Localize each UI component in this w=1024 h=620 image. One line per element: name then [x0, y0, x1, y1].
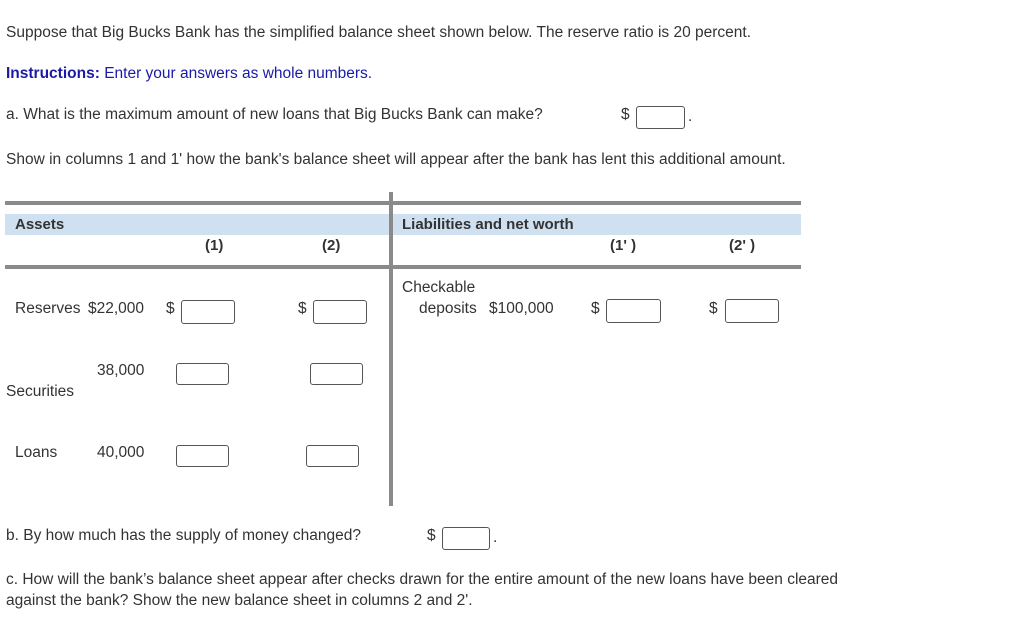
question-a-currency: $ [621, 106, 630, 123]
checkable-deposits-label-line2: deposits [419, 300, 477, 317]
assets-header: Assets [15, 216, 65, 233]
checkable-deposits-label-line1: Checkable [402, 279, 476, 296]
reserves-label: Reserves [15, 300, 81, 317]
question-b-text: b. By how much has the supply of money changed? [6, 527, 361, 544]
top-rule [5, 201, 801, 205]
reserves-col1-currency: $ [166, 300, 175, 317]
instructions [6, 65, 372, 83]
question-a-input[interactable] [636, 106, 685, 129]
center-divider [389, 192, 393, 506]
column-2-header: (2) [322, 237, 341, 254]
checkable-deposits-value: $100,000 [489, 300, 554, 317]
liabilities-header: Liabilities and net worth [402, 216, 574, 233]
header-bottom-rule [5, 265, 801, 269]
question-a-suffix: . [688, 108, 693, 125]
reserves-value: $22,000 [88, 300, 145, 317]
question-b-currency: $ [427, 527, 436, 544]
securities-col1-input[interactable] [176, 363, 229, 385]
column-1-header: (1) [205, 237, 224, 254]
intro-text: Suppose that Big Bucks Bank has the simplified balance sheet shown below. The reserve ratio is 20 percent. [6, 24, 752, 41]
securities-col2-input[interactable] [310, 363, 363, 385]
question-c-line2: against the bank? Show the new balance sheet in columns 2 and 2'. [6, 592, 473, 609]
column-1-prime-header: (1' ) [610, 237, 637, 254]
loans-col1-input[interactable] [176, 445, 229, 467]
question-b-input[interactable] [442, 527, 490, 550]
reserves-col2-currency: $ [298, 300, 307, 317]
deposits-col1p-currency: $ [591, 300, 600, 317]
securities-label: Securities [6, 383, 75, 400]
question-a-text: a. What is the maximum amount of new loans that Big Bucks Bank can make? [6, 106, 543, 123]
instructions-text: Enter your answers as whole numbers. [104, 65, 373, 82]
reserves-col1-input[interactable] [181, 300, 235, 324]
column-2-prime-header: (2' ) [729, 237, 756, 254]
loans-value: 40,000 [97, 444, 145, 461]
question-c-line1: c. How will the bank’s balance sheet appear after checks drawn for the entire amount of the new loans have been cleared [6, 571, 839, 588]
loans-label: Loans [15, 444, 58, 461]
question-b-suffix: . [493, 529, 498, 546]
deposits-col1p-input[interactable] [606, 299, 661, 323]
reserves-col2-input[interactable] [313, 300, 367, 324]
deposits-col2p-input[interactable] [725, 299, 779, 323]
show-instructions-text: Show in columns 1 and 1' how the bank's balance sheet will appear after the bank has lent this additional amount. [6, 151, 786, 168]
deposits-col2p-currency: $ [709, 300, 718, 317]
instructions-label: Instructions: [6, 65, 100, 82]
loans-col2-input[interactable] [306, 445, 359, 467]
securities-value: 38,000 [97, 362, 145, 379]
